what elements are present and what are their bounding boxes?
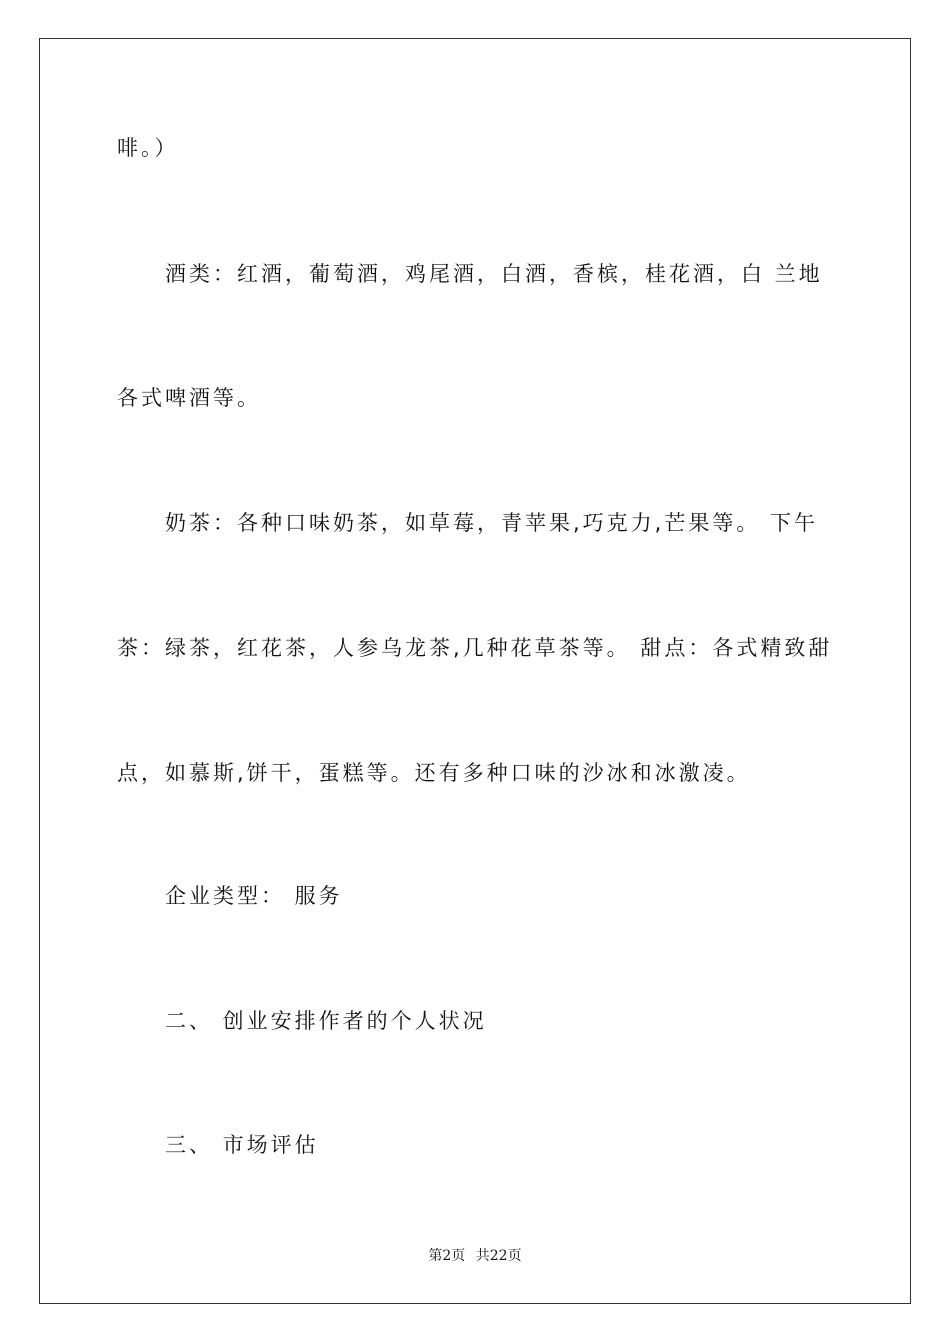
text-line-5: 茶：绿茶，红花茶，人参乌龙茶,几种花草茶等。 甜点：各式精致甜 [117, 636, 833, 660]
page-number: 第2页 [428, 1248, 466, 1264]
text-line-9: 三、 市场评估 [165, 1133, 319, 1157]
page-border [39, 38, 911, 1304]
text-line-1: 啡。） [117, 136, 179, 160]
text-line-8: 二、 创业安排作者的个人状况 [165, 1009, 487, 1033]
text-line-4: 奶茶：各种口味奶茶，如草莓，青苹果,巧克力,芒果等。 下午 [165, 511, 819, 535]
page-total: 共22页 [475, 1248, 522, 1264]
text-line-3: 各式啤酒等。 [117, 386, 261, 410]
text-line-6: 点，如慕斯,饼干，蛋糕等。还有多种口味的沙冰和冰激凌。 [117, 761, 751, 785]
text-line-2: 酒类：红酒，葡萄酒，鸡尾酒，白酒，香槟，桂花酒，白 兰地 [165, 262, 823, 286]
page-footer [0, 1247, 950, 1265]
text-line-7: 企业类型： 服务 [165, 884, 343, 908]
